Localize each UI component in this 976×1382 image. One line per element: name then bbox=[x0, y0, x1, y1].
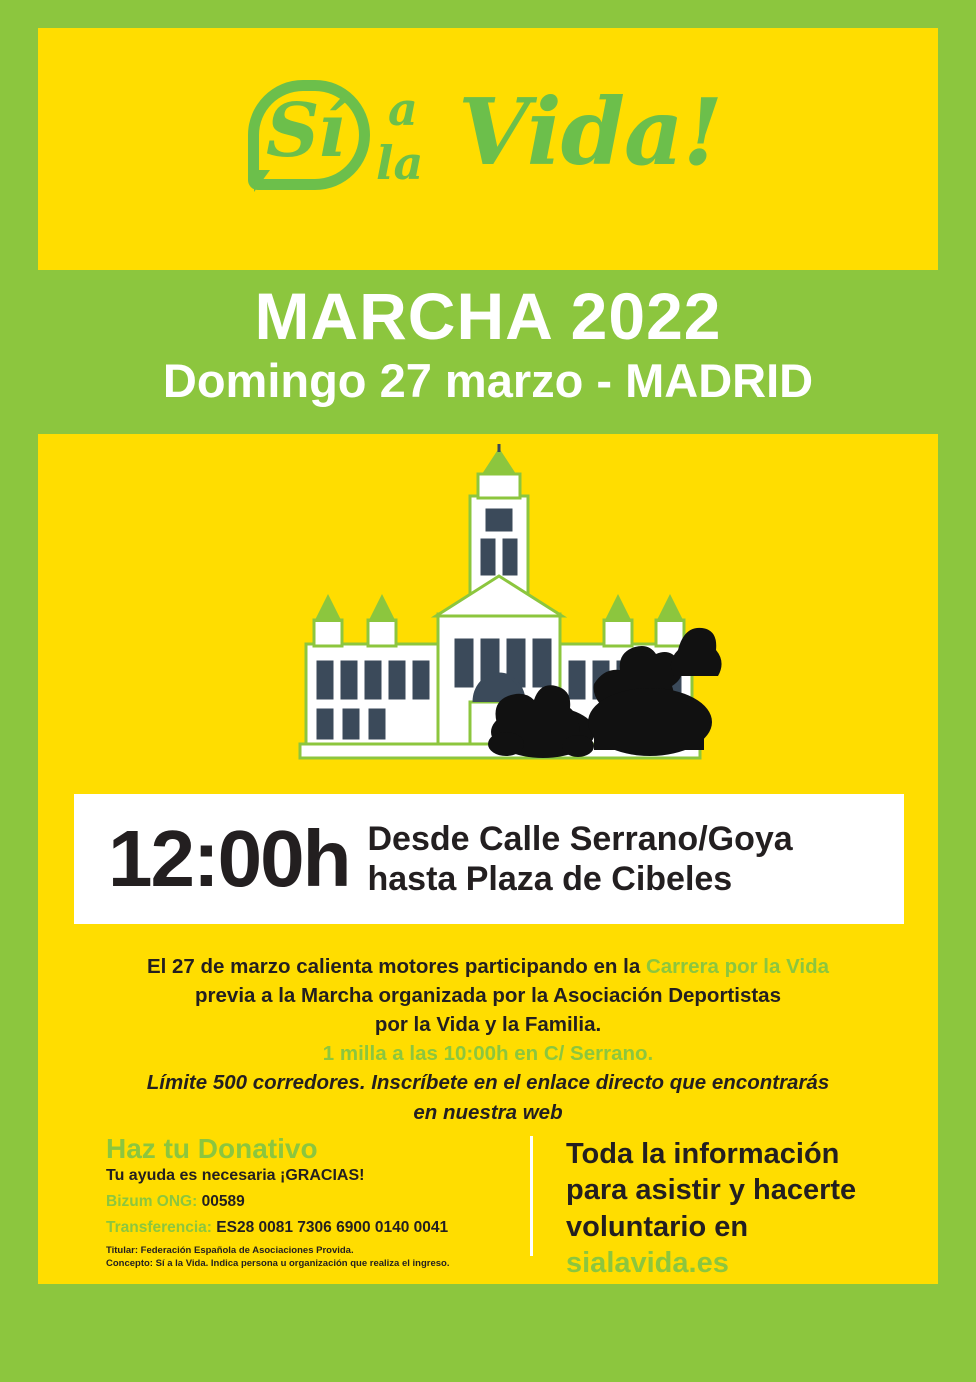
route-line-2: hasta Plaza de Cibeles bbox=[367, 860, 733, 898]
logo-word-si: Sí bbox=[266, 88, 344, 174]
main-panel bbox=[38, 434, 938, 1284]
more-info-line-2: para asistir y hacerte bbox=[566, 1174, 857, 1207]
donation-block bbox=[106, 1134, 506, 1270]
route-description bbox=[367, 819, 792, 899]
logo-si-a-la-vida bbox=[248, 74, 728, 224]
route-line-1: Desde Calle Serrano/Goya bbox=[367, 819, 793, 858]
info-line-2: previa a la Marcha organizada por la Asociación Deportistas bbox=[195, 984, 781, 1008]
logo-band bbox=[38, 28, 938, 270]
race-info-block bbox=[78, 952, 898, 1127]
info-line-4: 1 milla a las 10:00h en C/ Serrano. bbox=[322, 1042, 654, 1066]
info-line-1 bbox=[78, 952, 898, 981]
donation-subtitle: Tu ayuda es necesaria ¡GRACIAS! bbox=[106, 1166, 365, 1184]
bottom-section bbox=[78, 1133, 908, 1279]
page-title: MARCHA 2022 bbox=[254, 279, 722, 353]
transfer-label: Transferencia: bbox=[106, 1218, 212, 1236]
time-bar bbox=[74, 794, 904, 924]
cibeles-illustration bbox=[38, 444, 938, 804]
account-holder: Titular: Federación Española de Asociaciones Provida. bbox=[106, 1244, 354, 1256]
more-info-block bbox=[566, 1136, 906, 1281]
info-line-5: Límite 500 corredores. Inscríbete en el enlace directo que encontrarás bbox=[146, 1071, 830, 1095]
logo-word-la: la bbox=[376, 136, 424, 190]
start-time: 12:00h bbox=[108, 814, 350, 903]
transfer-row bbox=[106, 1219, 506, 1237]
bizum-value: 00589 bbox=[201, 1192, 245, 1210]
donation-title: Haz tu Donativo bbox=[106, 1133, 318, 1164]
info-line-1-text: El 27 de marzo calienta motores participando en la bbox=[146, 955, 646, 978]
title-block bbox=[0, 279, 976, 408]
bizum-row bbox=[106, 1193, 506, 1211]
more-info-line-3 bbox=[566, 1209, 906, 1282]
logo-word-vida: Vida! bbox=[458, 78, 723, 186]
bizum-label: Bizum ONG: bbox=[106, 1192, 198, 1210]
cibeles-palace-icon bbox=[38, 444, 938, 804]
info-line-6: en nuestra web bbox=[413, 1100, 563, 1124]
more-info-line-1: Toda la información bbox=[566, 1138, 840, 1170]
info-line-3: por la Vida y la Familia. bbox=[374, 1013, 602, 1037]
logo-word-a: a bbox=[388, 82, 418, 136]
transfer-value: ES28 0081 7306 6900 0140 0041 bbox=[216, 1218, 449, 1236]
page-subtitle: Domingo 27 marzo - MADRID bbox=[162, 354, 814, 408]
info-race-name: Carrera por la Vida bbox=[645, 955, 830, 978]
payment-concept: Concepto: Sí a la Vida. Indica persona u organización que realiza el ingreso. bbox=[106, 1257, 450, 1269]
website-link[interactable]: sialavida.es bbox=[566, 1246, 729, 1279]
vertical-divider bbox=[530, 1136, 533, 1256]
donation-fineprint bbox=[106, 1245, 506, 1271]
more-info-line-3-text: voluntario en bbox=[566, 1210, 749, 1243]
